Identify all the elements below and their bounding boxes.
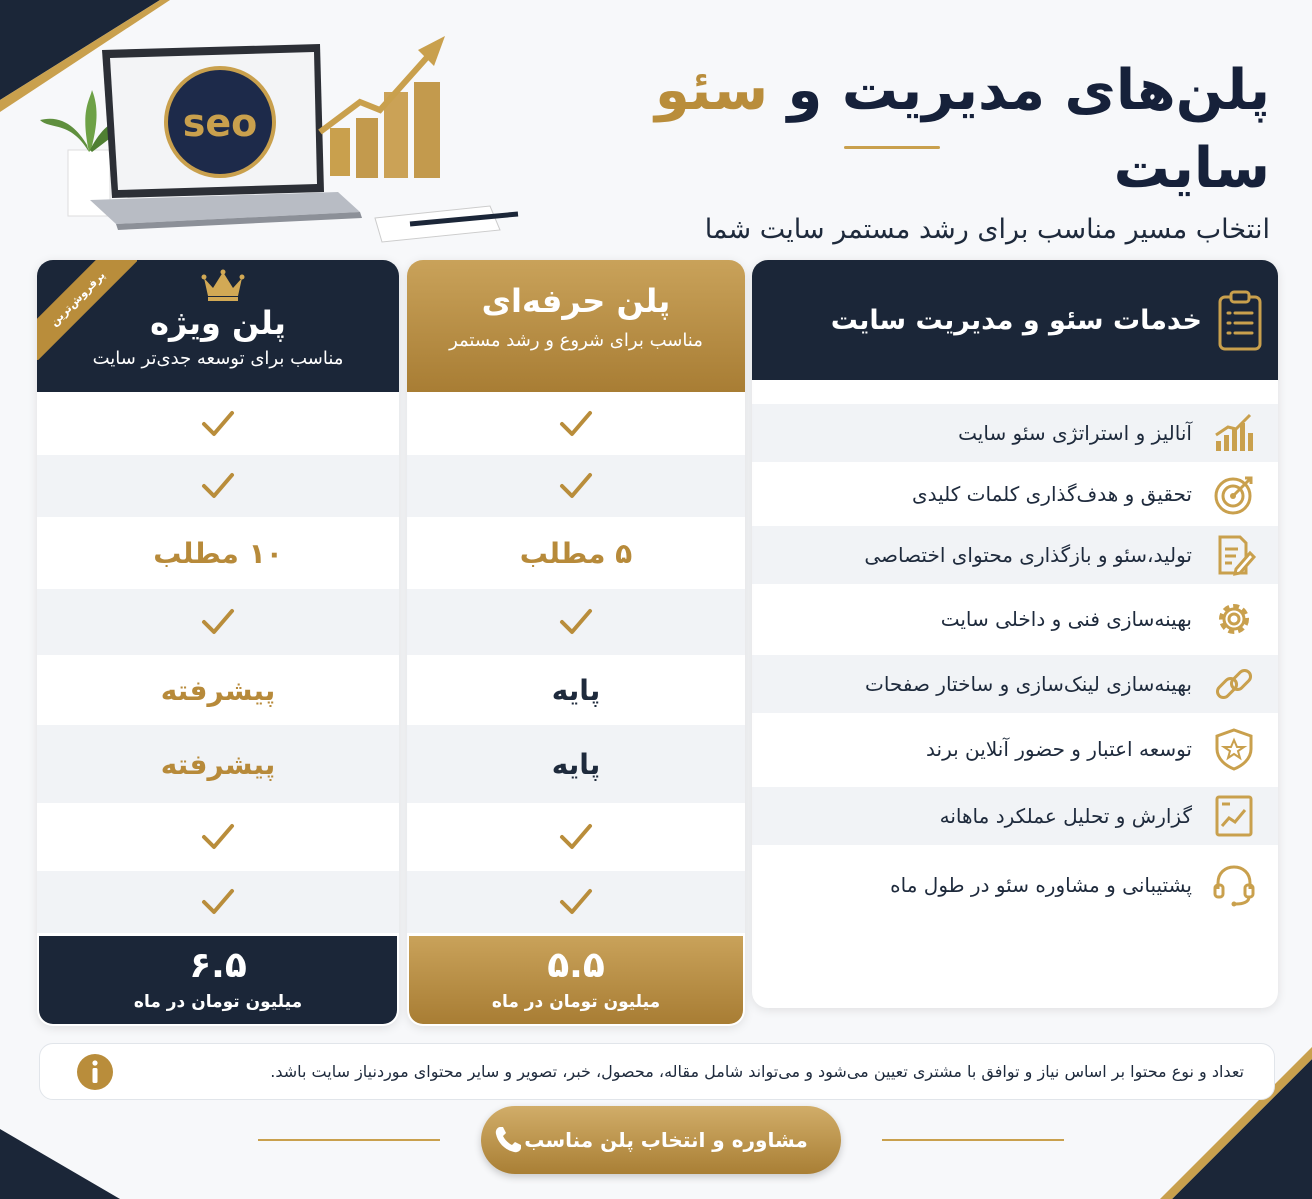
bestseller-ribbon: پرفروش‌ترین (37, 260, 137, 360)
consult-cta-button[interactable] (481, 1106, 841, 1174)
plan-pro-cell (407, 393, 745, 455)
checkmark-icon (201, 887, 235, 917)
service-label: آنالیز و استراتژی سئو سایت (958, 421, 1192, 445)
service-label: تولید،سئو و بازگذاری محتوای اختصاصی (864, 543, 1192, 567)
service-row (752, 787, 1278, 845)
clipboard-list-icon (1216, 289, 1264, 351)
seo-logo-text: seo (182, 101, 258, 145)
plan-vip-cell-value: پیشرفته (160, 747, 276, 781)
service-row (752, 655, 1278, 713)
document-edit-icon (1212, 533, 1256, 577)
link-icon (1212, 662, 1256, 706)
cta-divider-left (258, 1139, 440, 1141)
service-row (752, 720, 1278, 778)
plan-pro-cell (407, 871, 745, 933)
services-title: خدمات سئو و مدیریت سایت (830, 304, 1202, 336)
plan-pro-header (407, 260, 745, 392)
checkmark-icon (559, 887, 593, 917)
plan-pro-cell (407, 803, 745, 871)
title-end: سایت (1113, 136, 1270, 201)
notebook-icon (375, 206, 518, 242)
plan-vip-cell-value: ۱۰ مطلب (153, 536, 283, 570)
plan-pro-cell-value: پایه (551, 673, 601, 707)
plan-pro-column[interactable] (407, 260, 745, 1026)
phone-icon (492, 1124, 524, 1156)
headset-icon (1212, 863, 1256, 907)
service-row (752, 526, 1278, 584)
crown-icon (201, 268, 245, 302)
plan-pro-cell-value: پایه (551, 747, 601, 781)
cta-label: مشاوره و انتخاب پلن مناسب (524, 1128, 808, 1152)
plan-vip-name: پلن ویژه (150, 304, 286, 342)
shield-star-icon (1212, 727, 1256, 771)
plan-vip-cell (37, 455, 399, 517)
report-chart-icon (1212, 794, 1256, 838)
plan-vip-cell-value: پیشرفته (160, 673, 276, 707)
plan-pro-name: پلن حرفه‌ای (481, 282, 671, 320)
service-row (752, 856, 1278, 914)
plan-pro-cell (407, 455, 745, 517)
plan-pro-cell-value: ۵ مطلب (519, 536, 633, 570)
title-accent: سئو (655, 58, 769, 123)
checkmark-icon (559, 409, 593, 439)
plan-pro-cell (407, 589, 745, 655)
plan-pro-desc: مناسب برای شروع و رشد مستمر (449, 330, 703, 351)
checkmark-icon (559, 822, 593, 852)
plan-vip-cell (37, 871, 399, 933)
growth-chart-icon (320, 36, 445, 178)
plan-pro-price-unit: میلیون تومان در ماه (491, 992, 661, 1012)
service-label: پشتیبانی و مشاوره سئو در طول ماه (890, 873, 1192, 897)
service-row (752, 404, 1278, 462)
plan-vip-column[interactable] (37, 260, 399, 1026)
service-label: بهینه‌سازی لینک‌سازی و ساختار صفحات (865, 672, 1192, 696)
service-row (752, 465, 1278, 523)
service-label: توسعه اعتبار و حضور آنلاین برند (926, 737, 1192, 761)
plan-pro-cell (407, 655, 745, 725)
service-label: بهینه‌سازی فنی و داخلی سایت (940, 607, 1192, 631)
title-main: پلن‌های مدیریت و (787, 58, 1270, 123)
plan-vip-cell (37, 655, 399, 725)
title-divider (844, 146, 940, 149)
services-header (752, 260, 1278, 380)
checkmark-icon (559, 471, 593, 501)
plan-vip-cell (37, 803, 399, 871)
hero-illustration (20, 20, 540, 250)
gear-icon (1212, 597, 1256, 641)
info-note (39, 1043, 1275, 1100)
plan-vip-price: ۶.۵ (189, 945, 247, 986)
checkmark-icon (201, 471, 235, 501)
bar-chart-icon (1212, 411, 1256, 455)
services-column (752, 260, 1278, 1008)
plan-pro-price: ۵.۵ (547, 945, 605, 986)
target-icon (1212, 472, 1256, 516)
page-title (550, 52, 1270, 208)
page-subtitle: انتخاب مسیر مناسب برای رشد مستمر سایت شما (704, 214, 1270, 245)
service-row (752, 590, 1278, 648)
plan-vip-cell (37, 517, 399, 589)
checkmark-icon (201, 607, 235, 637)
plan-vip-desc: مناسب برای توسعه جدی‌تر سایت (92, 348, 344, 369)
plan-vip-price-box (39, 936, 397, 1024)
plan-vip-cell (37, 393, 399, 455)
corner-decoration-bottom-left (0, 1089, 180, 1199)
plan-vip-cell (37, 725, 399, 803)
checkmark-icon (559, 607, 593, 637)
info-icon (76, 1053, 114, 1091)
plan-vip-price-unit: میلیون تومان در ماه (133, 992, 303, 1012)
service-label: گزارش و تحلیل عملکرد ماهانه (939, 804, 1192, 828)
plan-vip-cell (37, 589, 399, 655)
plan-pro-cell (407, 517, 745, 589)
plan-pro-price-box (409, 936, 743, 1024)
info-note-text: تعداد و نوع محتوا بر اساس نیاز و توافق با مشتری تعیین می‌شود و می‌تواند شامل مقاله، محصول، خبر، تصویر و سایر محتوای موردنیاز سایت باشد. (270, 1062, 1244, 1081)
checkmark-icon (201, 822, 235, 852)
plan-pro-cell (407, 725, 745, 803)
service-label: تحقیق و هدف‌گذاری کلمات کلیدی (911, 482, 1192, 506)
cta-divider-right (882, 1139, 1064, 1141)
checkmark-icon (201, 409, 235, 439)
